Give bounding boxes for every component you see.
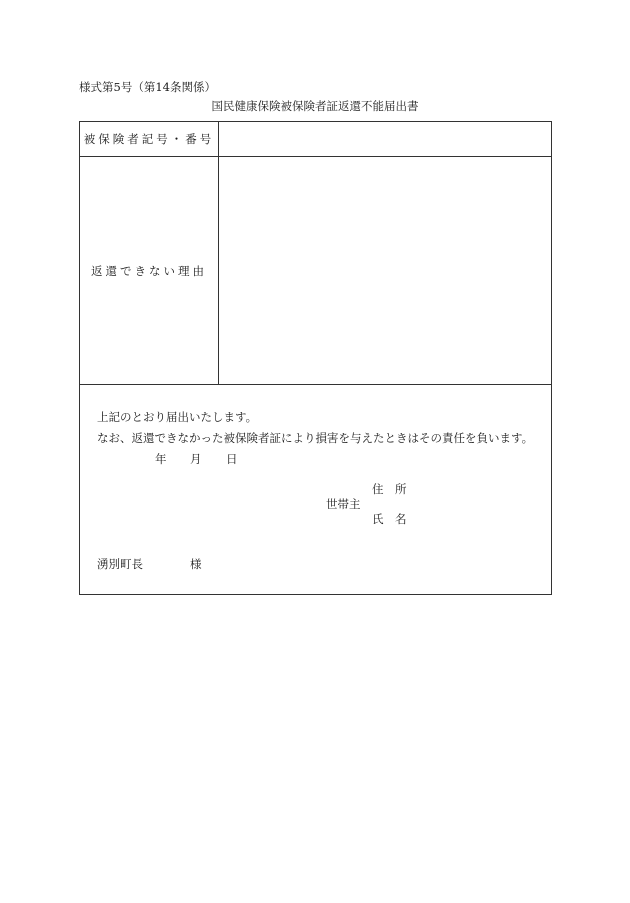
page-title: 国民健康保険被保険者証返還不能届出書: [211, 99, 419, 113]
notice-section: [80, 385, 551, 594]
reason-label: 返還できない理由: [80, 157, 219, 385]
name-label: 氏 名: [372, 512, 407, 526]
honorific: 様: [190, 557, 202, 571]
date-month-label: 月: [190, 452, 202, 466]
address-label: 住 所: [372, 482, 407, 496]
addressee: 湧別町長: [97, 557, 143, 571]
notice-line-2: なお、返還できなかった被保険者証により損害を与えたときはその責任を負います。: [97, 431, 534, 445]
date-year-label: 年: [155, 452, 167, 466]
householder-label: 世帯主: [326, 497, 361, 511]
form-number: 様式第5号（第14条関係）: [79, 80, 216, 94]
insured-number-field[interactable]: [219, 122, 551, 157]
insured-number-label: 被保険者記号・番号: [80, 122, 219, 157]
reason-field[interactable]: [219, 157, 551, 385]
date-day-label: 日: [226, 452, 238, 466]
form-table: [79, 121, 552, 595]
notice-line-1: 上記のとおり届出いたします。: [97, 410, 258, 424]
